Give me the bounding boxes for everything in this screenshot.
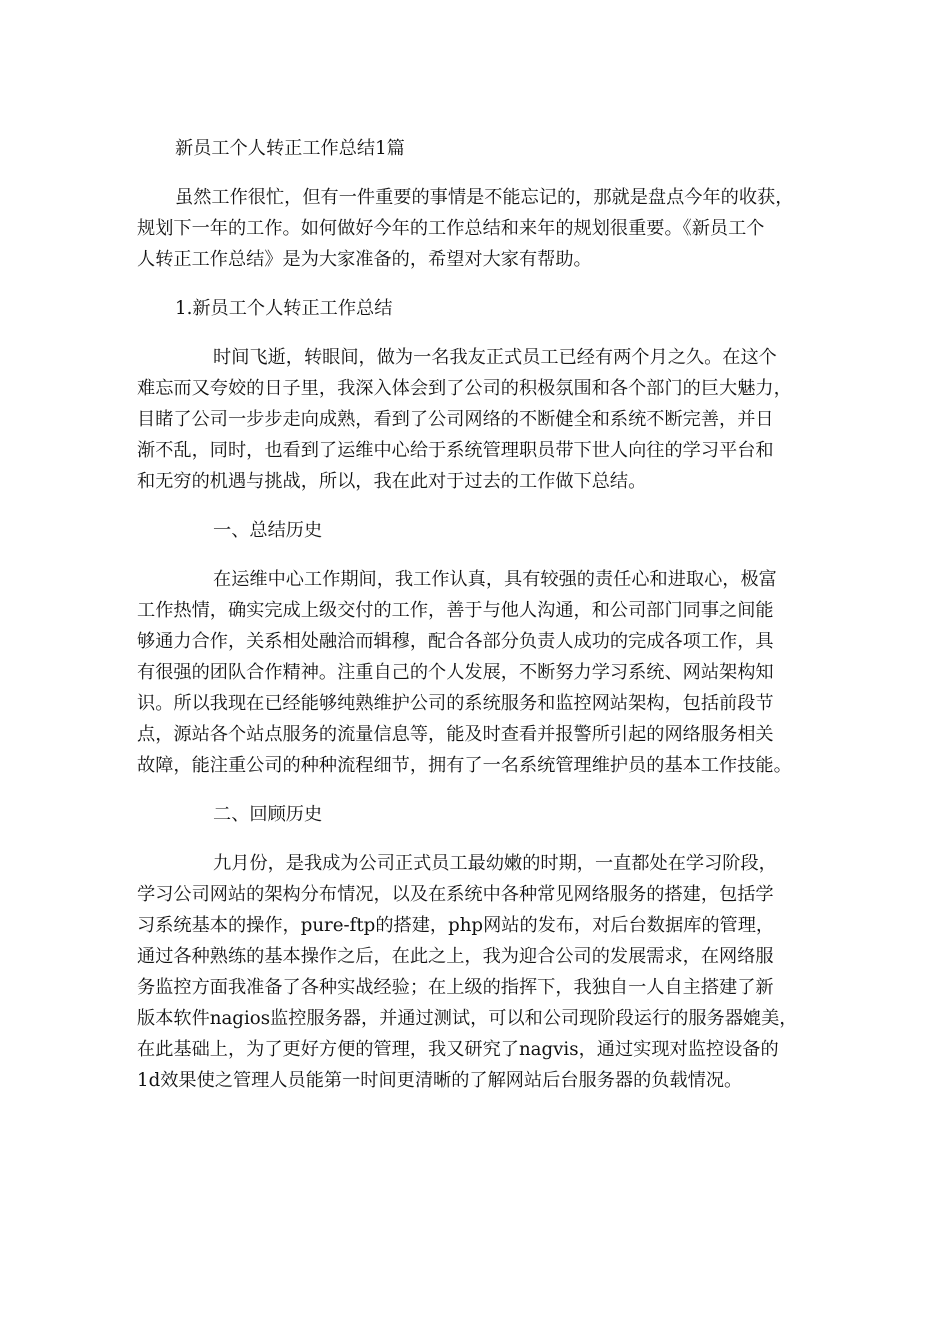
paragraph-review: [137, 848, 827, 1096]
paragraph-line: 人转正工作总结》是为大家准备的，希望对大家有帮助。: [137, 249, 592, 270]
paragraph-line: 目睹了公司一步步走向成熟，看到了公司网络的不断健全和系统不断完善，并日: [137, 409, 774, 430]
section-title: 1.新员工个人转正工作总结: [175, 298, 393, 319]
paragraph-line: 和无穷的机遇与挑战，所以，我在此对于过去的工作做下总结。: [137, 471, 647, 492]
paragraph-line: 习系统基本的操作，pure-ftp的搭建，php网站的发布，对后台数据库的管理，: [137, 915, 775, 936]
paragraph-line: 学习公司网站的架构分布情况，以及在系统中各种常见网络服务的搭建，包括学: [137, 884, 774, 905]
paragraph-line: 故障，能注重公司的种种流程细节，拥有了一名系统管理维护员的基本工作技能。: [137, 755, 792, 776]
document-title: 新员工个人转正工作总结1篇: [175, 138, 405, 159]
paragraph-line: 识。所以我现在已经能够纯熟维护公司的系统服务和监控网站架构，包括前段节: [137, 693, 774, 714]
paragraph-line: 规划下一年的工作。如何做好今年的工作总结和来年的规划很重要。《新员工个: [137, 218, 765, 239]
paragraph-line: 务监控方面我准备了各种实战经验；在上级的指挥下，我独自一人自主搭建了新: [137, 977, 774, 998]
paragraph-line: 通过各种熟练的基本操作之后，在此之上，我为迎合公司的发展需求，在网络服: [137, 946, 774, 967]
paragraph-line: 渐不乱，同时，也看到了运维中心给于系统管理职员带下世人向往的学习平台和: [137, 440, 774, 461]
paragraph-line: 版本软件nagios监控服务器，并通过测试，可以和公司现阶段运行的服务器媲美，: [137, 1008, 798, 1029]
paragraph-line: 时间飞逝，转眼间，做为一名我友正式员工已经有两个月之久。在这个: [213, 347, 777, 368]
paragraph-line: 工作热情，确实完成上级交付的工作，善于与他人沟通，和公司部门同事之间能: [137, 600, 774, 621]
heading-summary: 一、总结历史: [213, 520, 323, 541]
paragraph-line: 1d效果使之管理人员能第一时间更清晰的了解网站后台服务器的负载情况。: [137, 1070, 743, 1091]
intro-paragraph: [137, 182, 827, 275]
paragraph-line: 有很强的团队合作精神。注重自己的个人发展，不断努力学习系统、网站架构知: [137, 662, 774, 683]
paragraph-time: [137, 342, 827, 497]
paragraph-line: 在此基础上，为了更好方便的管理，我又研究了nagvis，通过实现对监控设备的: [137, 1039, 779, 1060]
paragraph-line: 难忘而又夸姣的日子里，我深入体会到了公司的积极氛围和各个部门的巨大魅力，: [137, 378, 792, 399]
heading-review: 二、回顾历史: [213, 804, 323, 825]
paragraph-line: 在运维中心工作期间，我工作认真，具有较强的责任心和进取心，极富: [213, 569, 777, 590]
document-body: [137, 133, 827, 1114]
paragraph-line: 点，源站各个站点服务的流量信息等，能及时查看并报警所引起的网络服务相关: [137, 724, 774, 745]
paragraph-line: 够通力合作，关系相处融洽而辑穆，配合各部分负责人成功的完成各项工作，具: [137, 631, 774, 652]
paragraph-summary: [137, 564, 827, 781]
paragraph-line: 虽然工作很忙，但有一件重要的事情是不能忘记的，那就是盘点今年的收获，: [175, 187, 794, 208]
paragraph-line: 九月份，是我成为公司正式员工最幼嫩的时期，一直都处在学习阶段，: [213, 853, 777, 874]
